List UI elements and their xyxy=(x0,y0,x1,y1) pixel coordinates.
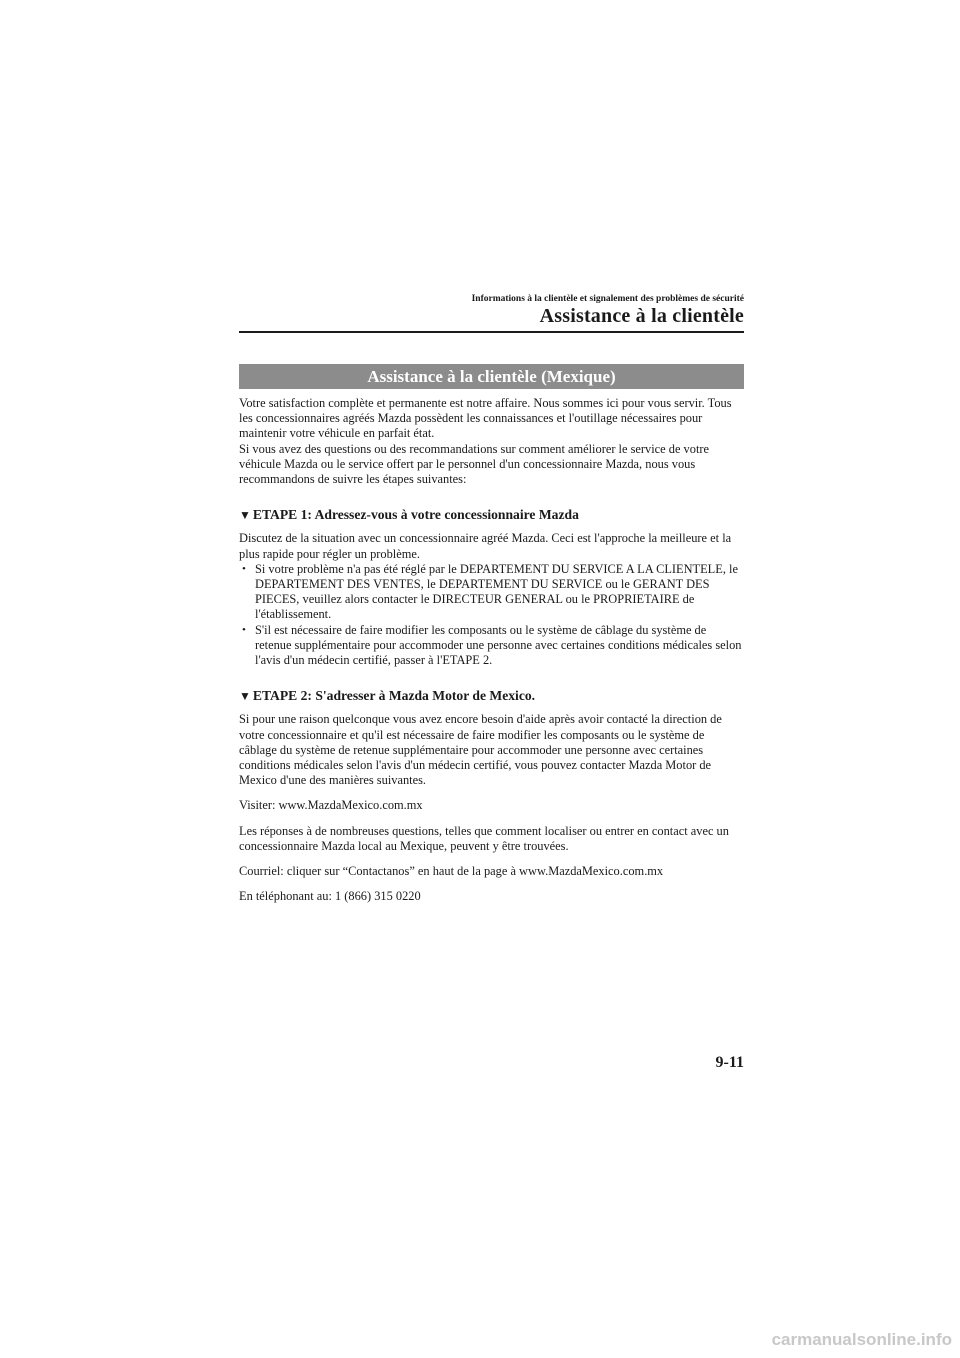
step1-bullet-list xyxy=(239,562,744,668)
site-watermark: carmanualsonline.info xyxy=(771,1330,952,1349)
list-item-text: S'il est nécessaire de faire modifier les composants ou le système de câblage du système de retenue supplémentaire pour accommoder une personne avec certaines conditions médicales selon l'avis d'un médecin certifié, passer à l'ETAPE 2. xyxy=(255,622,742,668)
email-line: Courriel: cliquer sur “Contactanos” en haut de la page à www.MazdaMexico.com.mx xyxy=(239,864,664,879)
list-item-text: Si votre problème n'a pas été réglé par le DEPARTEMENT DU SERVICE A LA CLIENTELE, le DEPARTEMENT DES VENTES, le DEPARTEMENT DU SERVICE ou le GERANT DES PIECES, veuillez alors contacter le DIRECTEUR GENERAL ou le PROPRIETAIRE de l'établissement. xyxy=(255,561,738,622)
step2-heading xyxy=(239,688,744,704)
section-banner: Assistance à la clientèle (Mexique) xyxy=(239,364,744,389)
phone-line: En téléphonant au: 1 (866) 315 0220 xyxy=(239,889,421,904)
bullet-icon: • xyxy=(242,623,246,636)
triangle-marker-icon: ▼ xyxy=(239,508,251,523)
list-item xyxy=(239,623,744,669)
step2-heading-text: ETAPE 2: S'adresser à Mazda Motor de Mexico. xyxy=(252,688,536,704)
step1-heading xyxy=(239,507,744,523)
visit-line: Visiter: www.MazdaMexico.com.mx xyxy=(239,798,423,813)
chapter-subtitle: Informations à la clientèle et signalement des problèmes de sécurité xyxy=(471,294,744,304)
page-content xyxy=(239,396,744,904)
triangle-marker-icon: ▼ xyxy=(239,689,251,704)
intro-paragraph: Votre satisfaction complète et permanente est notre affaire. Nous sommes ici pour vous servir. Tous les concessionnaires agréés Mazda possèdent les connaissances et l'outillage nécessaires pour maintenir votre véhicule en parfait état. xyxy=(239,396,732,441)
chapter-title: Assistance à la clientèle xyxy=(539,305,744,327)
step1-paragraph: Discutez de la situation avec un concessionnaire agréé Mazda. Ceci est l'approche la meilleure et la plus rapide pour régler un problème. xyxy=(239,531,732,561)
list-item xyxy=(239,562,744,623)
header-divider xyxy=(239,331,744,333)
page-number: 9-11 xyxy=(715,1054,744,1071)
step2-paragraph: Si pour une raison quelconque vous avez encore besoin d'aide après avoir contacté la direction de votre concessionnaire et qu'il est nécessaire de faire modifier les composants ou le système de câblage du système de retenue supplémentaire pour accommoder une personne avec certaines conditions médicales selon l'avis d'un médecin certifié, vous pouvez contacter Mazda Motor de Mexico d'une des manières suivantes. xyxy=(239,712,722,788)
step1-heading-text: ETAPE 1: Adressez-vous à votre concessionnaire Mazda xyxy=(252,507,579,523)
bullet-icon: • xyxy=(242,562,246,575)
visit-detail-paragraph: Les réponses à de nombreuses questions, telles que comment localiser ou entrer en contact avec un concessionnaire Mazda local au Mexique, peuvent y être trouvées. xyxy=(239,823,729,853)
intro-paragraph: Si vous avez des questions ou des recommandations sur comment améliorer le service de votre véhicule Mazda ou le service offert par le personnel d'un concessionnaire Mazda, nous vous recommandons de suivre les étapes suivantes: xyxy=(239,441,710,487)
